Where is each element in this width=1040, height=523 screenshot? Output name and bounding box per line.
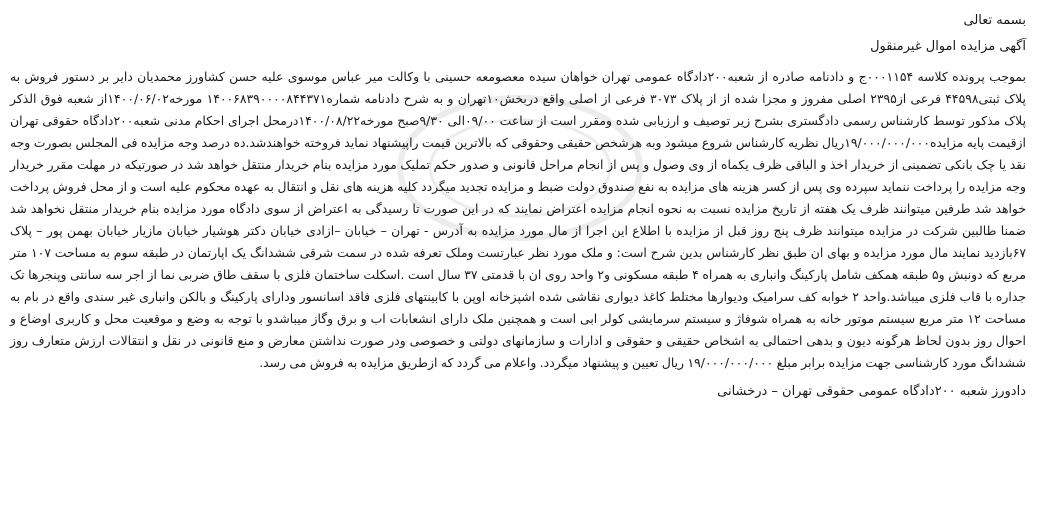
notice-title: آگهی مزایده اموال غیرمنقول — [870, 39, 1026, 54]
basmala-heading: بسمه تعالی — [963, 13, 1026, 28]
signature-line: دادورز شعبه ۲۰۰دادگاه عمومی حقوقی تهران – درخشانی — [717, 384, 1026, 399]
notice-body: بموجب پرونده کلاسه ۰۰۰۱۱۵۴ج و دادنامه صادره از شعبه۲۰۰دادگاه عمومی تهران خواهان سیده معصومعه حسینی با وکالت میر عباس موسوی علیه حسن کشاورز محمدیان دایر بر دستور فروش به پلاک ثبتی۴۴۵۹۸ فرعی از۲۳۹۵ اصلی مفروز و مجزا شده از از پلاک ۳۰۷۳ فرعی از اصلی واقع دربخش۱۰تهران و به شرح دادنامه شماره۱۴۰۰۶۸۳۹۰۰۰۰۸۴۴۳۷۱ مورخه۱۴۰۰/۰۶/۰۲از شعبه فوق الذکر پلاک مذکور توسط کارشناس رسمی دادگستری بشرح زیر توصیف و ارزیابی شده ومقرر است از ساعت ۰۹/۰۰الی ۹/۳۰صبح مورخه۱۴۰۰/۰۸/۲۲درمحل اجرای احکام مدنی شعبه۲۰۰دادگاه حقوقی تهران ازقیمت پایه مزایده۱۹/۰۰۰/۰۰۰/۰۰۰ریال نظریه کارشناس شروع میشود وبه هرشخص حقیقی وحقوقی که بالاترین قیمت راپیشنهاد نماید فروخته خواهندشد.ده درصد وجه مزایده فی المجلس بصورت وجه نقد یا چک بانکی تضمینی از خریدار اخذ و الباقی ظرف یکماه از وی وصول و پس از انجام مراحل قانونی و صدور حکم تملیک مورد مزایده بنام خریدار منتقل خواهد شد در صورتیکه در مهلت مقرر خریدار وجه مزایده را پرداخت ننماید سپرده وی پس از کسر هزینه های مزایده به نفع صندوق دولت ضبط و مزایده تجدید میگردد کلیه هزینه های نقل و انتقال به عهده محکوم علیه است و از محل فروش پرداخت خواهد شد طرفین میتوانند ظرف یک هفته از تاریخ مزایده نسبت به نحوه انجام مزایده اعتراض نمایند که در این صورت تا رسیدگی به اعتراض از سوی دادگاه مورد مزایده بنام خریدار منتقل نخواهد شد ضمنا طالبین شرکت در مزایده میتوانند ظرف پنج روز قبل از مزایده با اطلاع این اجرا از مال مورد مزایده به آدرس - تهران – خیابان –ازادی خیابان دکتر هوشیار خیابان مازیار خیابان بهمن پور – پلاک ۶۷بازدید نمایند مال مورد مزایده و بهای ان طبق نظر کارشناس بدین شرح است: و ملک مورد نظر عبارتست وملک تعرفه شده در سمت شرقی ششدانگ یک اپارتمان در طبقه سوم به مساحت ۱۰۷ متر مربع که دونبش و۵ طبقه همکف شامل پارکینگ وانباری به همراه ۴ طبقه مسکونی و۲ واحد روی ان با قدمتی ۳۷ سال است .اسکلت ساختمان فلزی با سقف طاق ضربی نما از اجر سه سانتی وپنجرها تک جداره با قاب فلزی میباشد.واحد ۲ خوابه کف سرامیک ودیوارها مختلط کاغذ دیواری نقاشی شده اشپزخانه اوپن با کابینتهای فلزی فاقد اسانسور ودارای پارکینگ و بالکن وانباری غیر سندی واقع در بام به مساحت ۱۲ متر مربع سیستم موتور خانه به همراه شوفاژ و سیستم سرمایشی کولر ابی است و همچنین ملک دارای انشعابات اب و برق وگاز میباشدو با توجه به وضع و موقعیت محل و کاربری اوضاع و احوال روز بدون لحاظ هرگونه دیون و بدهی احتمالی به اشخاص حقیقی و حقوقی و ادارات و سازمانهای دولتی و خصوصی ودر صورت نداشتن معارض و منع قانونی در نقل و انتقالات ارزش متعارف روز ششدانگ مورد کارشناسی جهت مزایده برابر مبلغ ۱۹/۰۰۰/۰۰۰/۰۰۰ ریال تعیین و پیشنهاد میگردد. واعلام می گردد که ازطریق مزایده به فروش می رسد. — [10, 69, 1027, 370]
